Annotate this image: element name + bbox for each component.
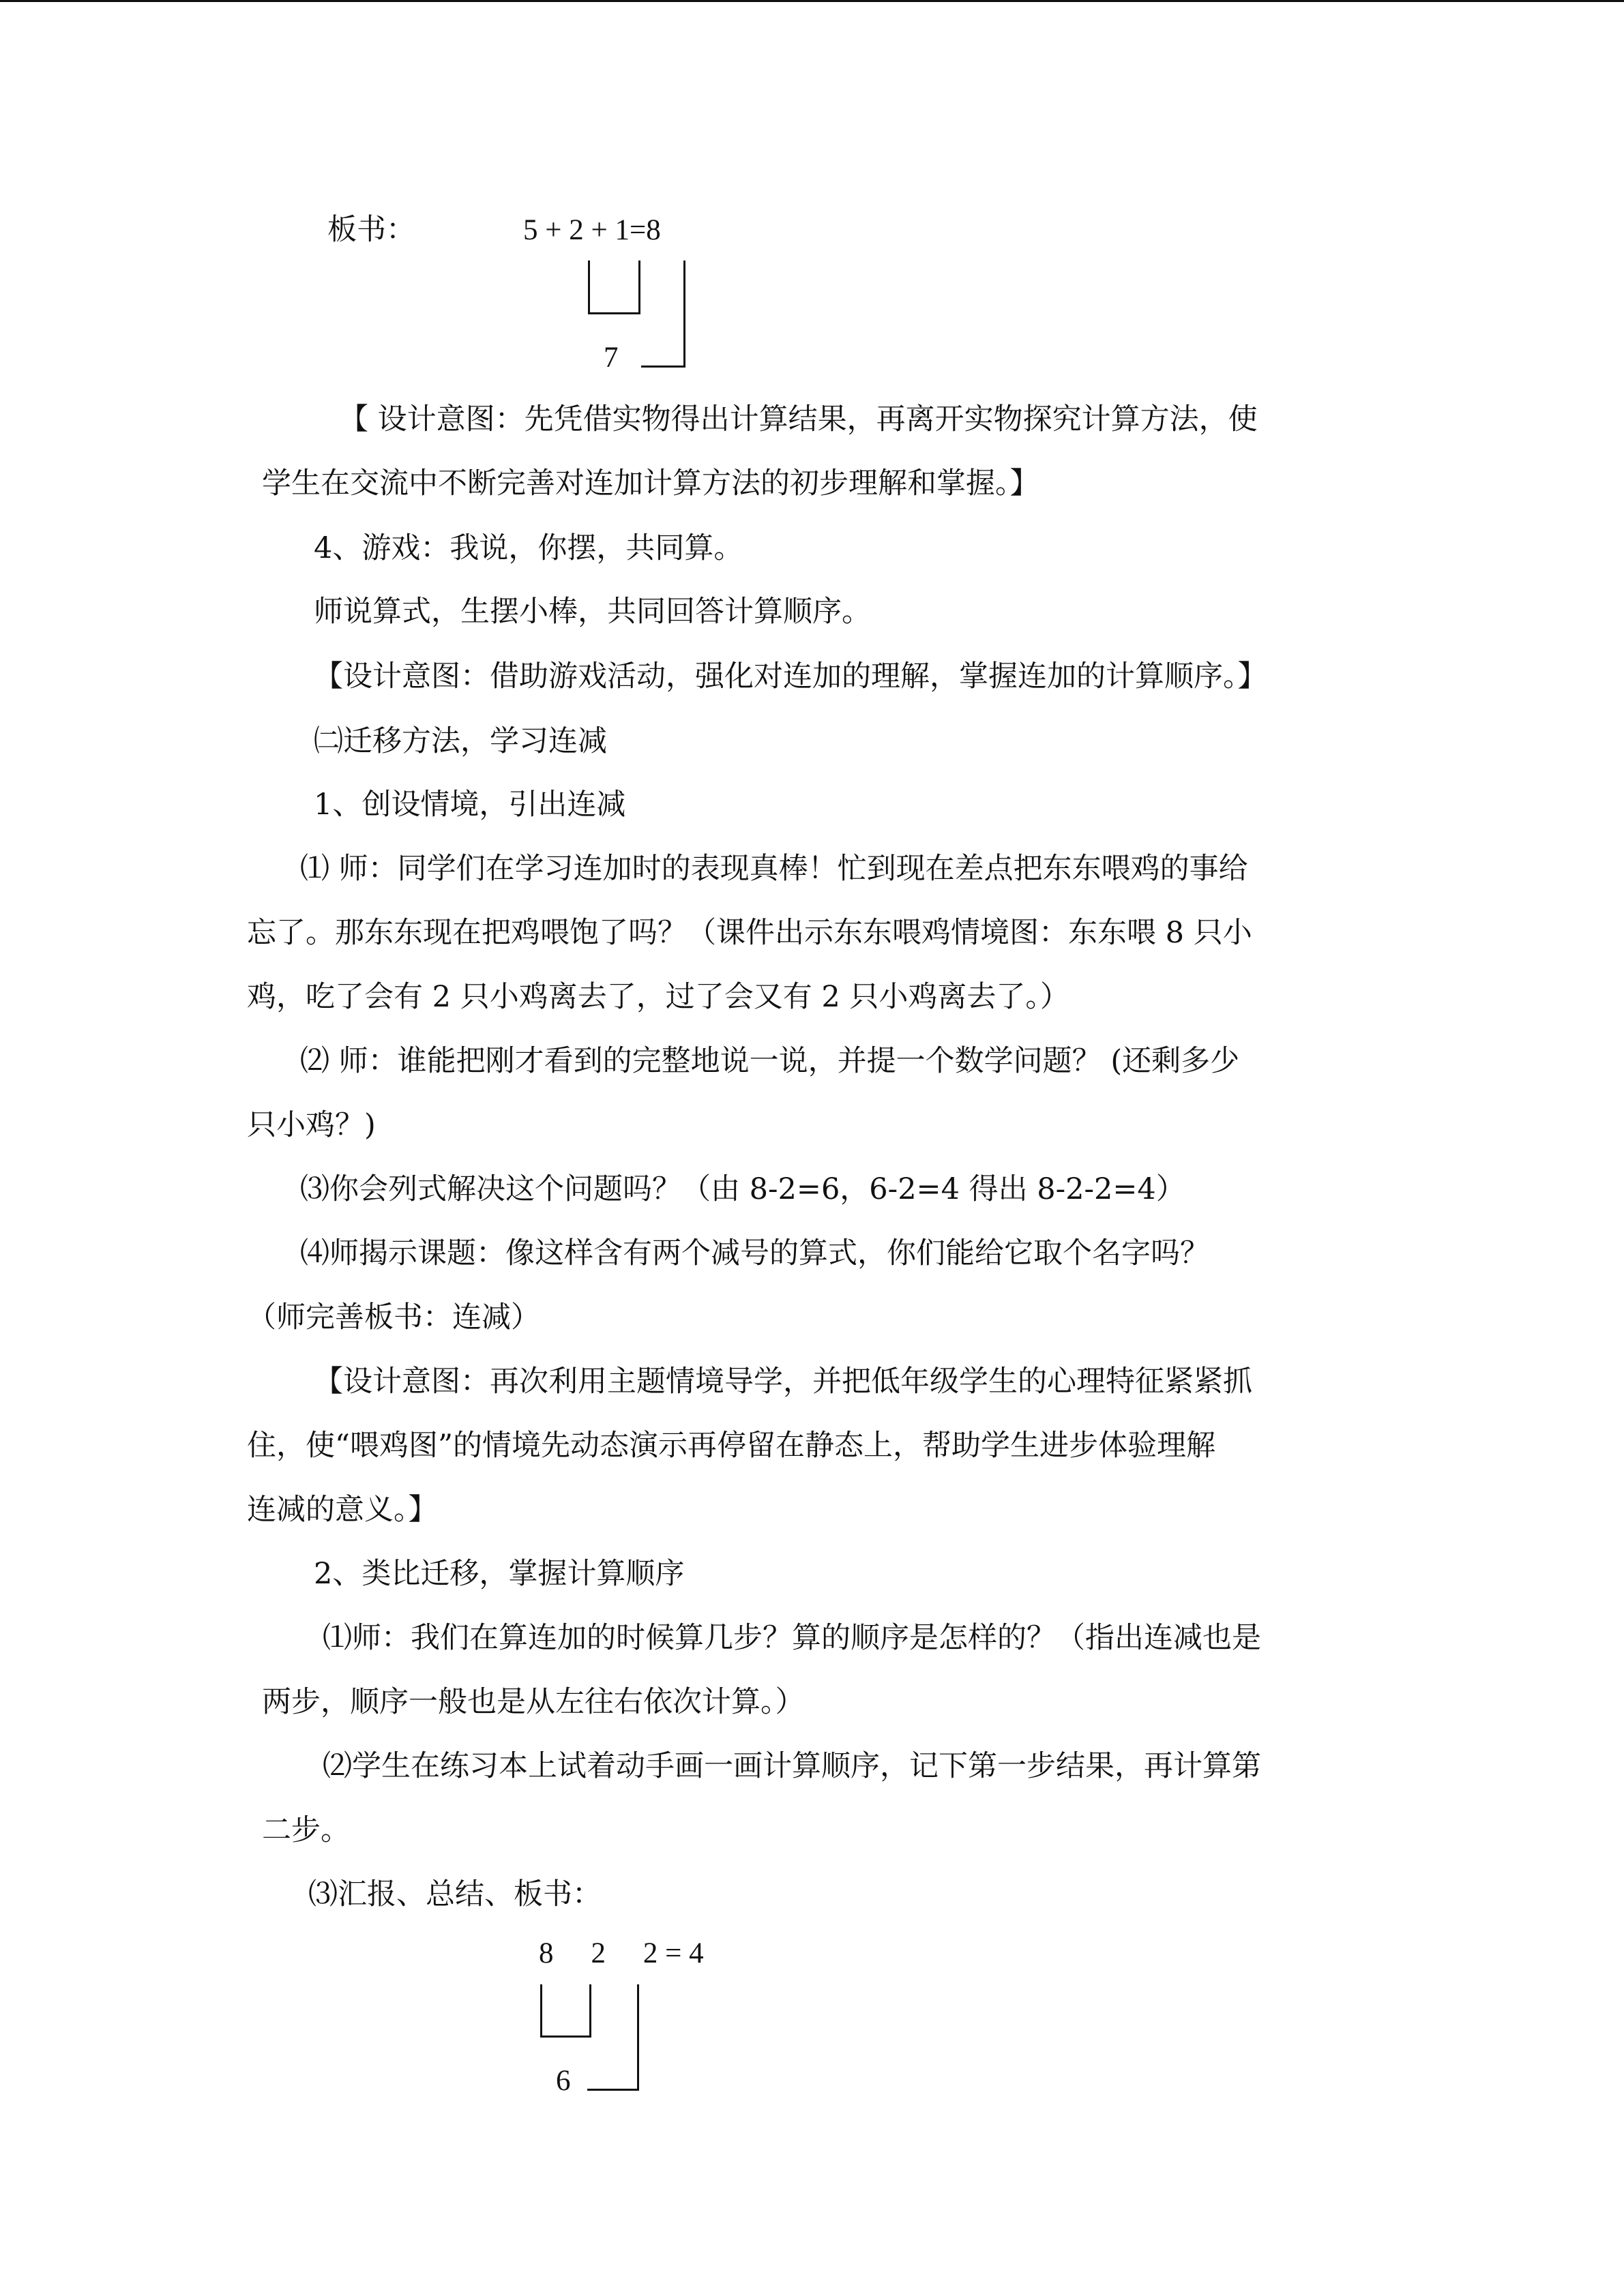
partial-result-addition: 7 [604,342,619,374]
section-game: 4、游戏：我说，你摆，共同算。 [314,531,743,565]
design-intent-3-line2: 住，使“喂鸡图”的情境先动态演示再停留在静态上，帮助学生进步体验理解 [247,1429,1215,1463]
step-2-item-3: ⑶汇报、总结、板书： [308,1877,602,1911]
design-intent-3-line3: 连减的意义。】 [247,1493,438,1527]
item-1-line1: ⑴ 师：同学们在学习连加时的表现真棒！忙到现在差点把东东喂鸡的事给 [300,852,1248,886]
step-2-heading: 2、类比迁移，掌握计算顺序 [314,1557,685,1591]
item-4-line1: ⑷师揭示课题：像这样含有两个减号的算式，你们能给它取个名字吗？ [300,1236,1209,1270]
design-intent-2: 【设计意图：借助游戏活动，强化对连加的理解，掌握连加的计算顺序。】 [314,659,1267,694]
design-intent-1-line2: 学生在交流中不断完善对连加计算方法的初步理解和掌握。】 [262,466,1039,501]
item-2-line2: 只小鸡？) [247,1108,376,1142]
item-3: ⑶你会列式解决这个问题吗？（由 8-2=6，6-2=4 得出 8-2-2=4） [300,1172,1185,1206]
step-1-heading: 1、创设情境，引出连减 [314,788,626,822]
board-equation-subtraction: 8   2   2 = 4 [539,1937,704,1969]
step-2-item-2-line1: ⑵学生在练习本上试着动手画一画计算顺序，记下第一步结果，再计算第 [323,1749,1261,1783]
item-2-line1: ⑵ 师：谁能把刚才看到的完整地说一说，并提一个数学问题？ (还剩多少 [300,1044,1240,1078]
partial-result-subtraction: 6 [556,2065,571,2097]
step-2-item-2-line2: 二步。 [262,1813,350,1847]
section-heading-subtraction: ㈡迁移方法，学习连减 [314,724,607,758]
game-description: 师说算式，生摆小棒，共同回答计算顺序。 [314,595,871,629]
step-2-item-1-line2: 两步，顺序一般也是从左往右依次计算。） [262,1685,805,1719]
board-label: 板书： [327,213,415,247]
design-intent-3-line1: 【设计意图：再次利用主题情境导学，并把低年级学生的心理特征紧紧抓 [314,1365,1252,1399]
item-1-line2: 忘了。那东东现在把鸡喂饱了吗？（课件出示东东喂鸡情境图：东东喂 8 只小 [247,916,1252,950]
step-2-item-1-line1: ⑴师：我们在算连加的时候算几步？算的顺序是怎样的？（指出连减也是 [323,1621,1261,1655]
top-border [0,0,1624,2]
item-1-line3: 鸡，吃了会有 2 只小鸡离去了，过了会又有 2 只小鸡离去了。） [247,980,1069,1014]
design-intent-1-line1: 【 设计意图：先凭借实物得出计算结果，再离开实物探究计算方法，使 [339,402,1258,436]
board-equation-addition: 5 + 2 + 1=8 [523,214,661,246]
item-4-line2: （师完善板书：连减） [247,1300,540,1335]
